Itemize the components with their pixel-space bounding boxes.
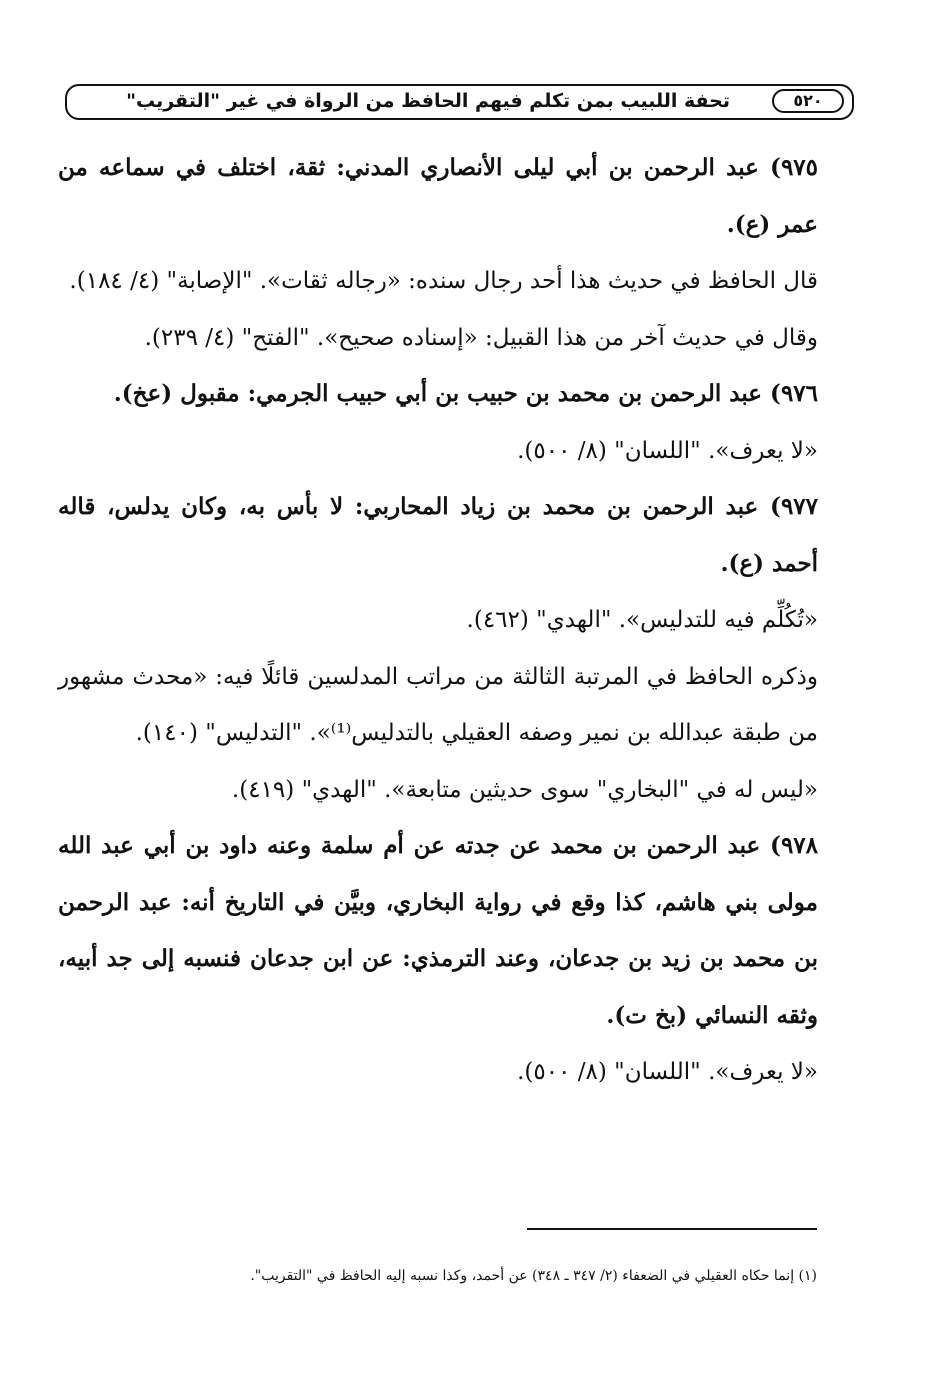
footnote-1: (١) إنما حكاه العقيلي في الضعفاء (٢/ ٣٤٧ ـ ٣٤٨) عن أحمد، وكذا نسبه إليه الحافظ في "التقريب". [250, 1268, 817, 1284]
running-header [65, 84, 854, 120]
comment-tadlis: وذكره الحافظ في المرتبة الثالثة من مراتب المدلسين قائلًا فيه: «محدث مشهور من طبقة عبدالله بن نمير وصفه العقيلي بالتدليس⁽¹⁾». "التدليس" (١٤٠). [58, 663, 818, 746]
comment-hadi-462: «تُكُلِّم فيه للتدليس». "الهدي" (٤٦٢). [466, 607, 818, 633]
entry-977: ٩٧٧) عبد الرحمن بن محمد بن زياد المحاربي: لا بأس به، وكان يدلس، قاله أحمد (ع). [58, 493, 818, 577]
comment-lisan-2: «لا يعرف». "اللسان" (٨/ ٥٠٠). [517, 1059, 818, 1085]
entry-976: ٩٧٦) عبد الرحمن بن محمد بن حبيب بن أبي حبيب الجرمي: مقبول (عخ). [113, 380, 818, 407]
entry-978: ٩٧٨) عبد الرحمن بن محمد عن جدته عن أم سلمة وعنه داود بن أبي عبد الله مولى بني هاشم، كذا وقع في رواية البخاري، وبيَّن في التاريخ أنه: عبد الرحمن بن محمد بن زيد بن جدعان، وعند الترمذي: عن ابن جدعان فنسبه إلى جد أبيه، وثقه النسائي (بخ ت). [58, 832, 818, 1029]
book-title: تحفة اللبيب بمن تكلم فيهم الحافظ من الرواة في غير "التقريب" [126, 90, 730, 112]
footnote-divider [527, 1228, 817, 1230]
comment-isaba: قال الحافظ في حديث هذا أحد رجال سنده: «رجاله ثقات». "الإصابة" (٤/ ١٨٤). [69, 268, 818, 294]
comment-lisan-1: «لا يعرف». "اللسان" (٨/ ٥٠٠). [517, 437, 818, 464]
page-number: ٥٢٠ [772, 89, 844, 113]
comment-hadi-419: «ليس له في "البخاري" سوى حديثين متابعة». "الهدي" (٤١٩). [231, 776, 818, 803]
comment-fath: وقال في حديث آخر من هذا القبيل: «إسناده صحيح». "الفتح" (٤/ ٢٣٩). [144, 324, 818, 351]
entry-975: ٩٧٥) عبد الرحمن بن أبي ليلى الأنصاري المدني: ثقة، اختلف في سماعه من عمر (ع). [58, 154, 818, 238]
page-body [58, 140, 818, 1101]
